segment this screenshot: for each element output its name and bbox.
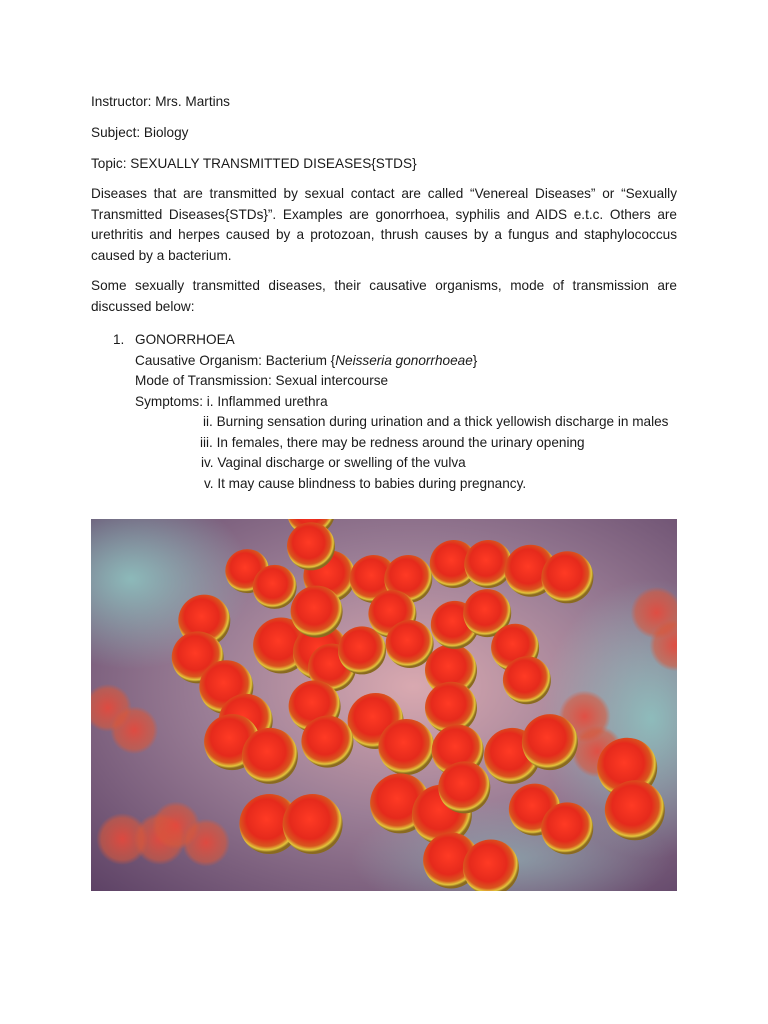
bacterium-cell [464,540,512,588]
symptom-5: v. It may cause blindness to babies during pregnancy. [204,475,527,491]
bacterium-cell [541,802,593,854]
list-item [135,330,691,412]
bacterium-cell [291,586,343,638]
bacterium-cell [503,656,551,704]
symptom-3: iii. In females, there may be redness around the urinary opening [200,434,585,450]
instructor-line: Instructor: Mrs. Martins [91,94,230,109]
bacterium-cell [541,551,593,603]
topic-line: Topic: SEXUALLY TRANSMITTED DISEASES{STDS} [91,156,417,171]
bacterium-cell [605,780,665,840]
bacterium-cell [287,522,335,570]
symptom-1: i. Inflammed urethra [206,393,328,409]
bacterium-cell [283,794,343,854]
bacteria-illustration [91,519,677,891]
organism-suffix: } [472,352,478,368]
bacterium-cell [378,719,434,775]
organism-prefix: Causative Organism: Bacterium { [135,352,336,368]
bacterium-cell [438,761,490,813]
bacterium-cell [182,819,230,867]
bacterium-cell [386,620,434,668]
transmission-line: Mode of Transmission: Sexual intercourse [135,373,389,388]
causative-organism-line [135,351,691,372]
symptom-4: iv. Vaginal discharge or swelling of the vulva [201,455,466,470]
symptoms-row [135,392,691,413]
bacterium-cell [110,706,158,754]
lead-paragraph: Some sexually transmitted diseases, their causative organisms, mode of transmission are discussed below: [91,278,677,314]
subject-line: Subject: Biology [91,125,189,140]
bacterium-cell [301,716,353,768]
bacterium-cell [242,728,298,784]
bacterium-cell [253,565,297,609]
bacterium-cell [522,714,578,770]
bacteria-photo [91,519,677,891]
symptoms-label: Symptoms: [135,393,207,409]
disease-title: GONORRHOEA [135,332,235,347]
organism-name: Neisseria gonorrhoeae [335,352,473,368]
intro-paragraph: Diseases that are transmitted by sexual contact are called “Venereal Diseases” or “Sexually Transmitted Diseases{STDs}”. Examples are gonorrhoea, syphilis and AIDS e.t.c. Others are urethritis and herpes caused by a protozoan, thrush causes by a fungus and staphylococcus caused by a bacterium. [91,186,677,263]
list-number: 1. [113,332,125,347]
symptom-2: ii. Burning sensation during urination and a thick yellowish discharge in males [203,414,669,429]
